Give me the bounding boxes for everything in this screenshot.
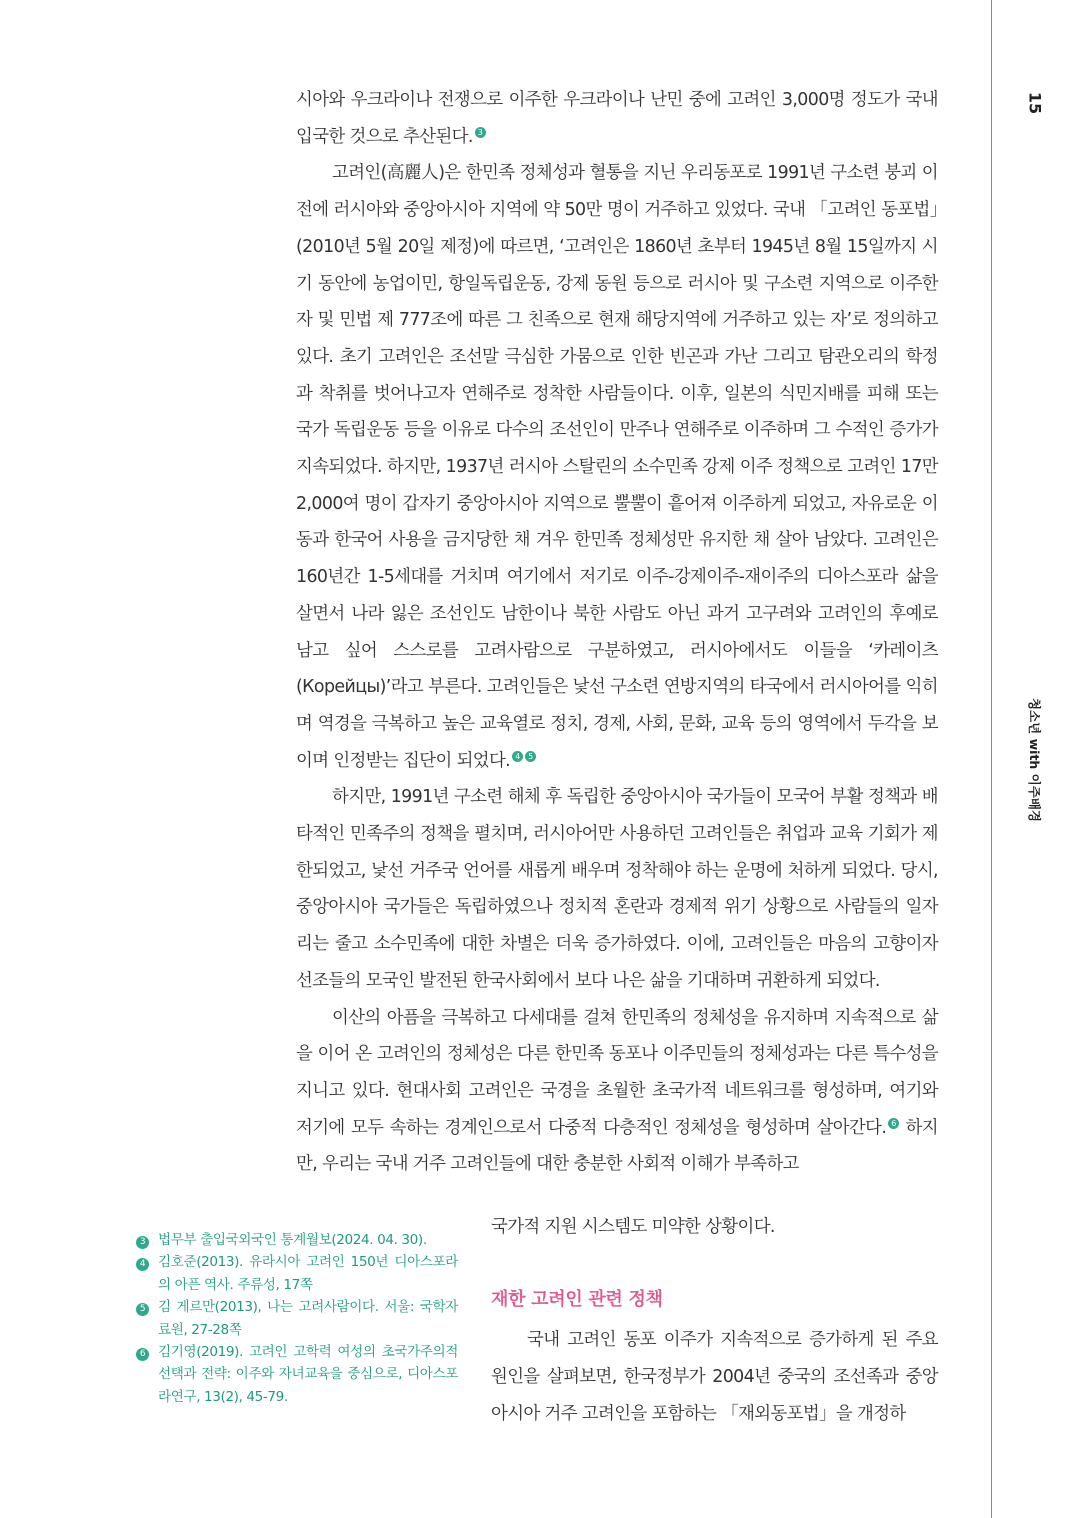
paragraph-5: 국내 고려인 동포 이주가 지속적으로 증가하게 된 주요 원인을 살펴보면, 한국정부가 2004년 중국의 조선족과 중앙아시아 거주 고려인을 포함하는 「재외동포법」을 개정하	[491, 1330, 938, 1424]
footnote-item	[136, 1296, 458, 1341]
paragraph-4: 이산의 아픔을 극복하고 다세대를 걸쳐 한민족의 정체성을 유지하며 지속적으로 삶을 이어 온 고려인의 정체성은 다른 한민족 동포나 이주민들의 정체성과는 다른 특수성을 지니고 있다. 현대사회 고려인은 국경을 초월한 초국가적 네트워크를 형성하며, 여기와 저기에 모두 속하는 경계인으로서 다중적 다층적인 정체성을 형성하며 살아간다. 6 하지만, 우리는 국내 거주 고려인들에 대한 충분한 사회적 이해가 부족하고	[296, 1007, 939, 1175]
footnote-ref-4[interactable]: 4	[512, 751, 523, 762]
paragraph-1: 시아와 우크라이나 전쟁으로 이주한 우크라이나 난민 중에 고려인 3,000명 정도가 국내 입국한 것으로 추산된다. 3	[296, 90, 938, 147]
footnote-marker: 6	[136, 1348, 149, 1361]
body-text	[296, 82, 938, 1183]
footnote-text: 법무부 출입국외국인 통계월보(2024. 04. 30).	[158, 1232, 427, 1248]
footnotes	[136, 1229, 458, 1408]
footnote-ref-3[interactable]: 3	[475, 127, 486, 138]
right-column	[491, 1209, 938, 1433]
margin-divider	[991, 0, 992, 1518]
paragraph-4-continued: 국가적 지원 시스템도 미약한 상황이다.	[491, 1217, 775, 1237]
footnote-marker: 3	[136, 1236, 149, 1249]
footnote-marker: 5	[136, 1303, 149, 1316]
section-heading: 재한 고려인 관련 정책	[491, 1288, 663, 1310]
footnote-text: 김 게르만(2013), 나는 고려사람이다. 서울: 국학자료원, 27-28쪽	[158, 1299, 458, 1338]
page-number: 15	[1025, 91, 1045, 115]
paragraph-2: 고려인(高麗人)은 한민족 정체성과 혈통을 지닌 우리동포로 1991년 구소련 붕괴 이전에 러시아와 중앙아시아 지역에 약 50만 명이 거주하고 있었다. 국내 「고려인 동포법」(2010년 5월 20일 제정)에 따르면, ‘고려인은 1860년 초부터 1945년 8월 15일까지 시기 동안에 농업이민, 항일독립운동, 강제 동원 등으로 러시아 및 구소련 지역으로 이주한 자 및 민법 제 777조에 따른 그 친족으로 현재 해당지역에 거주하고 있는 자’로 정의하고 있다. 초기 고려인은 조선말 극심한 가뭄으로 인한 빈곤과 가난 그리고 탐관오리의 학정과 착취를 벗어나고자 연해주로 정착한 사람들이다. 이후, 일본의 식민지배를 피해 또는 국가 독립운동 등을 이유로 다수의 조선인이 만주나 연해주로 이주하며 그 수적인 증가가 지속되었다. 하지만, 1937년 러시아 스탈린의 소수민족 강제 이주 정책으로 고려인 17만 2,000여 명이 갑자기 중앙아시아 지역으로 뿔뿔이 흩어져 이주하게 되었고, 자유로운 이동과 한국어 사용을 금지당한 채 겨우 한민족 정체성만 유지한 채 살아 남았다. 고려인은 160년간 1-5세대를 거치며 여기에서 저기로 이주-강제이주-재이주의 디아스포라 삶을 살면서 나라 잃은 조선인도 남한이나 북한 사람도 아닌 과거 고구려와 고려인의 후예로 남고 싶어 스스로를 고려사람으로 구분하였고, 러시아에서도 이들을 ‘카레이츠(Корейцы)’라고 부른다. 고려인들은 낯선 구소련 연방지역의 타국에서 러시아어를 익히며 역경을 극복하고 높은 교육열로 정치, 경제, 사회, 문화, 교육 등의 영역에서 두각을 보이며 인정받는 집단이 되었다. 4 5	[296, 163, 938, 771]
footnote-item	[136, 1341, 458, 1408]
paragraph-3: 하지만, 1991년 구소련 해체 후 독립한 중앙아시아 국가들이 모국어 부활 정책과 배타적인 민족주의 정책을 펼치며, 러시아어만 사용하던 고려인들은 취업과 교육 기회가 제한되었고, 낯선 거주국 언어를 새롭게 배우며 정착해야 하는 운명에 처하게 되었다. 당시, 중앙아시아 국가들은 독립하였으나 정치적 혼란과 경제적 위기 상황으로 사람들의 일자리는 줄고 소수민족에 대한 차별은 더욱 증가하였다. 이에, 고려인들은 마음의 고향이자 선조들의 모국인 발전된 한국사회에서 보다 나은 삶을 기대하며 귀환하게 되었다.	[296, 787, 938, 991]
running-header: 청소년 with 이주배경	[1027, 698, 1042, 822]
footnote-item	[136, 1251, 458, 1296]
footnote-text: 김호준(2013). 유라시아 고려인 150년 디아스포라의 아픈 역사. 주류성, 17쪽	[158, 1254, 458, 1293]
footnote-item	[136, 1229, 458, 1251]
footnote-marker: 4	[136, 1258, 149, 1271]
footnote-text: 김기영(2019). 고려인 고학력 여성의 초국가주의적 선택과 전략: 이주와 자녀교육을 중심으로, 디아스포라연구, 13(2), 45-79.	[158, 1344, 458, 1405]
footnote-ref-5[interactable]: 5	[525, 751, 536, 762]
footnote-ref-6[interactable]: 6	[888, 1118, 899, 1129]
